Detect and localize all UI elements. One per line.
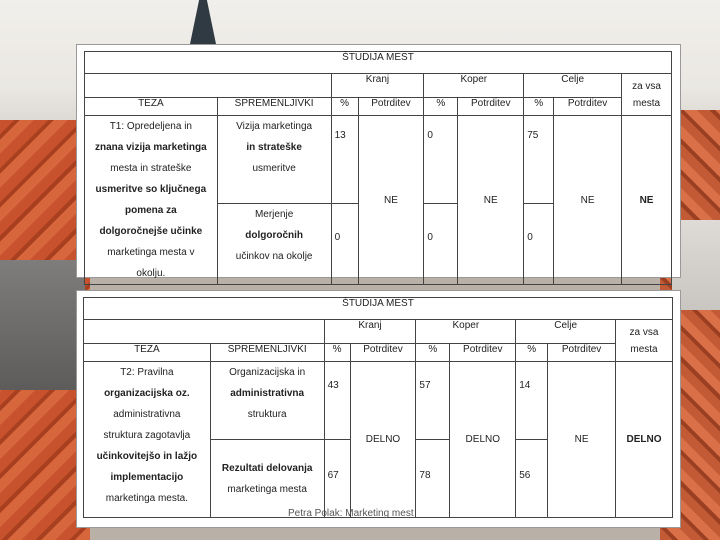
koper-percent-1: 57 — [416, 362, 450, 440]
percent-header: % — [424, 98, 458, 116]
koper-confirm: DELNO — [450, 362, 516, 518]
all-confirm: NE — [622, 116, 672, 285]
variable-2: Rezultati delovanja marketinga mesta — [210, 440, 324, 518]
study-table-1 — [76, 44, 681, 278]
confirm-header: Potrditev — [548, 344, 616, 362]
thesis-header: TEZA — [84, 344, 211, 362]
results-table — [84, 51, 672, 285]
kranj-confirm: NE — [358, 116, 424, 285]
percent-header: % — [331, 98, 358, 116]
confirm-header: Potrditev — [450, 344, 516, 362]
confirm-header: Potrditev — [350, 344, 416, 362]
footer-caption: Petra Polak: Marketing mest — [288, 508, 414, 519]
confirm-header: Potrditev — [458, 98, 524, 116]
results-table — [83, 297, 673, 518]
percent-header: % — [516, 344, 548, 362]
kranj-confirm: DELNO — [350, 362, 416, 518]
city-celje: Celje — [516, 320, 616, 344]
kranj-percent-1: 43 — [324, 362, 350, 440]
koper-percent-2: 0 — [424, 203, 458, 284]
koper-percent-2: 78 — [416, 440, 450, 518]
thesis-cell: T2: Pravilna organizacijska oz. administrativna struktura zagotavlja učinkovitejšo in lažjo implementacijo marketinga mesta. — [84, 362, 211, 518]
city-celje: Celje — [524, 74, 622, 98]
all-cities-header: za vsa — [629, 326, 659, 338]
kranj-percent-1: 13 — [331, 116, 358, 204]
koper-confirm: NE — [458, 116, 524, 285]
confirm-header: Potrditev — [358, 98, 424, 116]
celje-percent-1: 75 — [524, 116, 554, 204]
table-title: ŠTUDIJA MEST — [84, 298, 673, 320]
celje-confirm: NE — [548, 362, 616, 518]
celje-percent-2: 0 — [524, 203, 554, 284]
celje-percent-2: 56 — [516, 440, 548, 518]
variable-1: Organizacijska in administrativna struktura — [210, 362, 324, 440]
all-cities-header: za vsa — [632, 80, 661, 92]
koper-percent-1: 0 — [424, 116, 458, 204]
city-kranj: Kranj — [324, 320, 416, 344]
city-kranj: Kranj — [331, 74, 424, 98]
kranj-percent-2: 0 — [331, 203, 358, 284]
thesis-header: TEZA — [85, 98, 218, 116]
variables-header: SPREMENLJIVKI — [217, 98, 331, 116]
city-koper: Koper — [416, 320, 516, 344]
percent-header: % — [324, 344, 350, 362]
study-table-2 — [76, 290, 681, 528]
celje-confirm: NE — [554, 116, 622, 285]
all-cities-header-2: mesta — [630, 343, 658, 355]
celje-percent-1: 14 — [516, 362, 548, 440]
percent-header: % — [416, 344, 450, 362]
all-cities-header-2: mesta — [632, 97, 661, 109]
thesis-cell: T1: Opredeljena in znana vizija marketinga mesta in strateške usmeritve so ključnega pomena za dolgoročnejše učinke marketinga mesta v okolju. — [85, 116, 218, 285]
percent-header: % — [524, 98, 554, 116]
all-confirm: DELNO — [616, 362, 673, 518]
variable-1: Vizija marketinga in strateške usmeritve — [217, 116, 331, 204]
confirm-header: Potrditev — [554, 98, 622, 116]
city-koper: Koper — [424, 74, 524, 98]
kranj-percent-2: 67 — [324, 440, 350, 518]
table-title: ŠTUDIJA MEST — [85, 52, 672, 74]
roof-left-dark — [0, 260, 85, 390]
variable-2: Merjenje dolgoročnih učinkov na okolje — [217, 203, 331, 284]
variables-header: SPREMENLJIVKI — [210, 344, 324, 362]
